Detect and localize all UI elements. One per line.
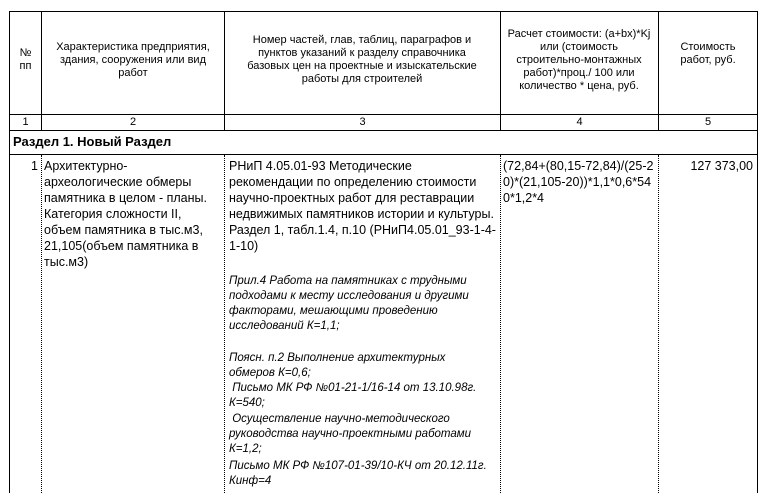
column-divider-2 (224, 11, 225, 130)
column-number-1: 1 (22, 116, 29, 128)
row-calculation: (72,84+(80,15-72,84)/(25-20)*(21,105-20))*1,1*0,6*540*1,2*4 (503, 159, 654, 205)
column-number-4: 4 (576, 116, 583, 128)
row-reference: РНиП 4.05.01-93 Методические рекомендации по определению стоимости научно-проектных работ для реставрации недвижимых памятников истории и культуры. Раздел 1, табл.1.4, п.10 (РНиП4.05.01_93-1-4-1-10) (229, 159, 496, 253)
row-number: 1 (31, 159, 38, 173)
row-note-4: Осуществление научно-методического руководства научно-проектными работами К=1,2; (229, 413, 475, 455)
table-border-left (9, 11, 10, 493)
row-note-2: Поясн. п.2 Выполнение архитектурных обмеров К=0,6; (229, 352, 446, 379)
header-characteristic: Характеристика предприятия, здания, сооружения или вид работ (56, 41, 210, 79)
row-description: Архитектурно-археологические обмеры памятника в целом - планы. Категория сложности II, объем памятника в тыс.м3, 21,105(объем памятника в тыс.м3) (44, 159, 207, 269)
column-divider-1 (41, 11, 42, 130)
table-border-right (757, 11, 758, 493)
row-note-1: Прил.4 Работа на памятниках с трудными подходами к месту исследования и другими факторами, мешающими проведению исследований К=1,1; (229, 275, 469, 332)
section-divider (9, 154, 758, 155)
header-cost: Стоимость работ, руб. (680, 41, 736, 66)
column-divider-3 (500, 11, 501, 130)
header-divider (9, 114, 758, 115)
column-number-5: 5 (704, 116, 712, 128)
row-divider-1 (41, 155, 43, 493)
numbers-divider (9, 130, 758, 131)
row-divider-2 (224, 155, 226, 493)
column-number-3: 3 (359, 116, 366, 128)
row-note-3: Письмо МК РФ №01-21-1/16-14 от 13.10.98г. К=540; (229, 382, 480, 409)
header-number: № пп (19, 47, 32, 72)
column-number-2: 2 (129, 116, 137, 128)
column-divider-4 (658, 11, 659, 130)
row-divider-3 (500, 155, 502, 493)
section-title: Раздел 1. Новый Раздел (13, 134, 172, 149)
row-note-5: Письмо МК РФ №107-01-39/10-КЧ от 20.12.11г. Кинф=4 (229, 460, 487, 487)
table-border-top (9, 11, 758, 12)
header-calculation: Расчет стоимости: (a+bx)*Kj или (стоимость строительно-монтажных работ)*проц./ 100 или количество * цена, руб. (507, 28, 651, 92)
header-reference: Номер частей, глав, таблиц, параграфов и пунктов указаний к разделу справочника базовых цен на проектные и изыскательские работы для строителей (247, 34, 477, 85)
row-divider-4 (658, 155, 660, 493)
row-cost: 127 373,00 (690, 159, 753, 173)
